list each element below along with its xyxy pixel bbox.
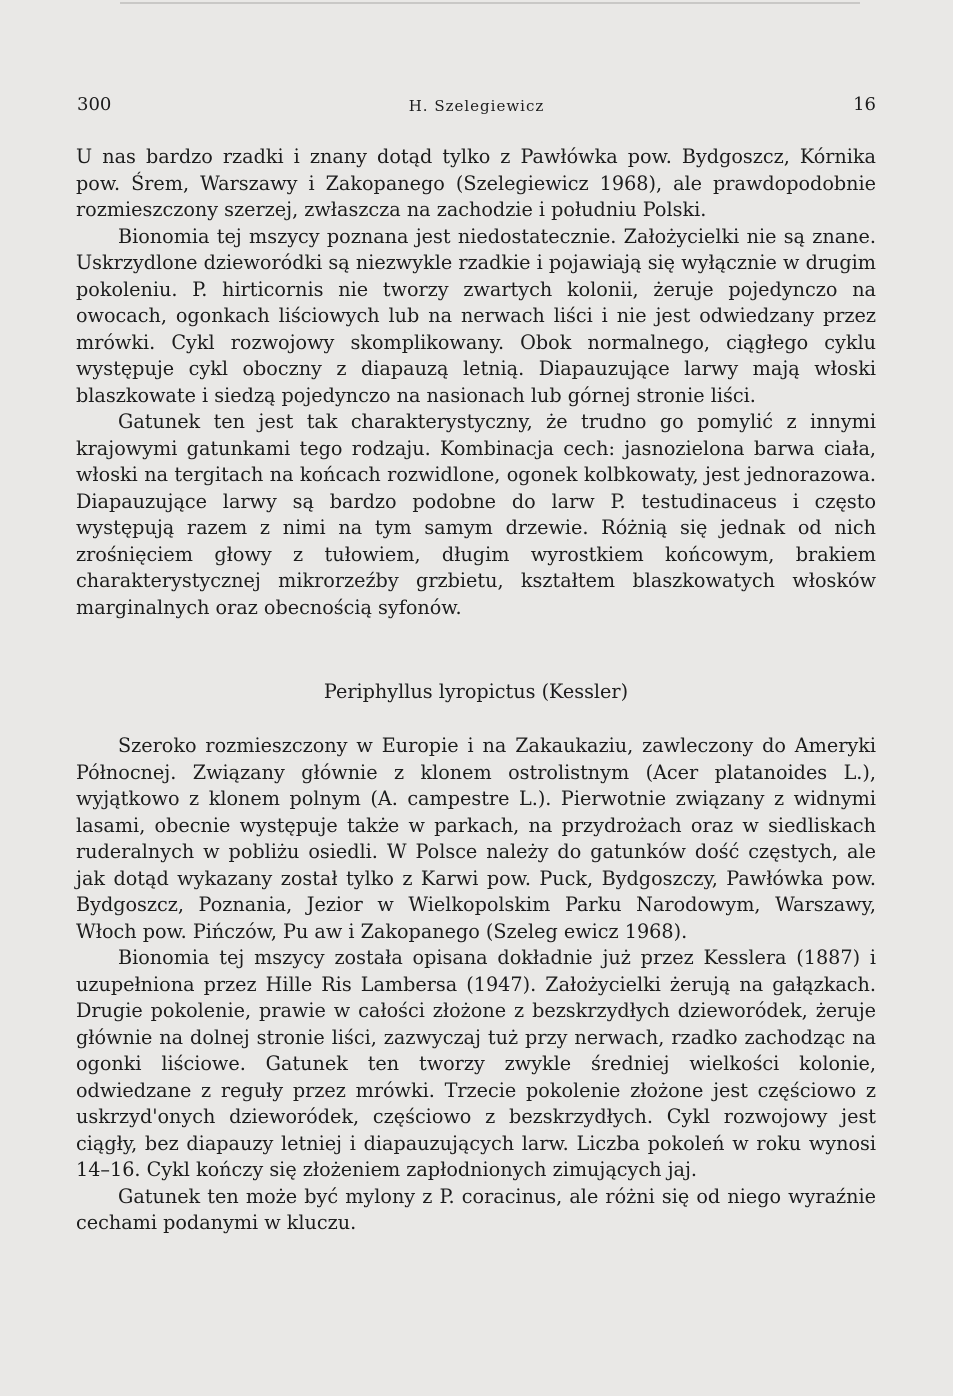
paragraph-range: Szeroko rozmieszczony w Europie i na Zakaukaziu, zawleczony do Ameryki Północnej. Związany głównie z klonem ostrolistnym (Acer platanoides L.), wyjątkowo z klonem polnym (A. campestre L.). Pierwotnie związany z widnymi lasami, obecnie występuje także w parkach, na przydrożach oraz w siedliskach ruderalnych w pobliżu osiedli. W Polsce należy do gatunków dość częstych, ale jak dotąd wykazany został tylko z Karwi pow. Puck, Bydgoszczy, Pawłówka pow. Bydgoszcz, Poznania, Jezior w Wielkopolskim Parku Narodowym, Warszawy, Włoch pow. Pińczów, Pu aw i Zakopanego (Szeleg ewicz 1968). [76,734,876,943]
paragraph-distribution: U nas bardzo rzadki i znany dotąd tylko z Pawłówka pow. Bydgoszcz, Kórnika pow. Śrem, Warszawy i Zakopanego (Szelegiewicz 1968), ale prawdopodobnie rozmieszczony szerzej, zwłaszcza na zachodzie i południu Polski. [76,145,876,221]
paragraph-biology: Bionomia tej mszycy została opisana dokładnie już przez Kesslera (1887) i uzupełniona przez Hille Ris Lambersa (1947). Założycielki żerują na gałązkach. Drugie pokolenie, prawie w całości złożone z bezskrzydłych dzieworódek, żeruje głównie na dolnej stronie liści, zazwyczaj tuż przy nerwach, rzadko zachodząc na ogonki liściowe. Gatunek ten tworzy zwykle średniej wielkości kolonie, odwiedzane z reguły przez mrówki. Trzecie pokolenie złożone jest częściowo z uskrzyd'onych dzieworódek, częściowo z bezskrzydłych. Cykl rozwojowy jest ciągły, bez diapauzy letniej i diapauzujących larw. Liczba pokoleń w roku wynosi 14–16. Cykl kończy się złożeniem zapłodnionych zimujących jaj. [76,946,876,1181]
paragraph-bionomics: Bionomia tej mszycy poznana jest niedostatecznie. Założycielki nie są znane. Uskrzydlone dzieworódki są niezwykle rzadkie i pojawiają się wyłącznie w drugim pokoleniu. P. hirticornis nie tworzy zwartych kolonii, żeruje pojedynczo na owocach, ogonkach liściowych lub na nerwach liści i nie jest odwiedzany przez mrówki. Cykl rozwojowy skomplikowany. Obok normalnego, ciągłego cyklu występuje cykl oboczny z diapauzą letnią. Diapauzujące larwy mają włoski blaszkowate i siedzą pojedynczo na nasionach lub górnej stronie liści. [76,224,876,407]
chapter-number: 16 [853,94,876,115]
scan-edge-line [120,2,860,4]
paragraph-comparison: Gatunek ten może być mylony z P. coracinus, ale różni się od niego wyraźnie cechami podanymi w kluczu. [76,1184,876,1234]
text-block-lower [76,733,876,1237]
species-heading: Periphyllus lyropictus (Kessler) [323,680,629,703]
running-header [77,94,876,118]
page-number: 300 [77,94,112,115]
paragraph-diagnosis: Gatunek ten jest tak charakterystyczny, że trudno go pomylić z innymi krajowymi gatunkami tego rodzaju. Kombinacja cech: jasnozielona barwa ciała, włoski na tergitach na końcach rozwidlone, ogonek kolbkowaty, jest jednorazowa. Diapauzujące larwy są bardzo podobne do larw P. testudinaceus i często występują razem z nimi na tym samym drzewie. Różnią się jednak od nich zrośnięciem głowy z tułowiem, długim wyrostkiem końcowym, brakiem charakterystycznej mikrorzeźby grzbietu, kształtem blaszkowatych włosków marginalnych oraz obecnością syfonów. [76,410,876,619]
text-block-upper [76,144,876,621]
running-author: H. Szelegiewicz [408,97,545,115]
